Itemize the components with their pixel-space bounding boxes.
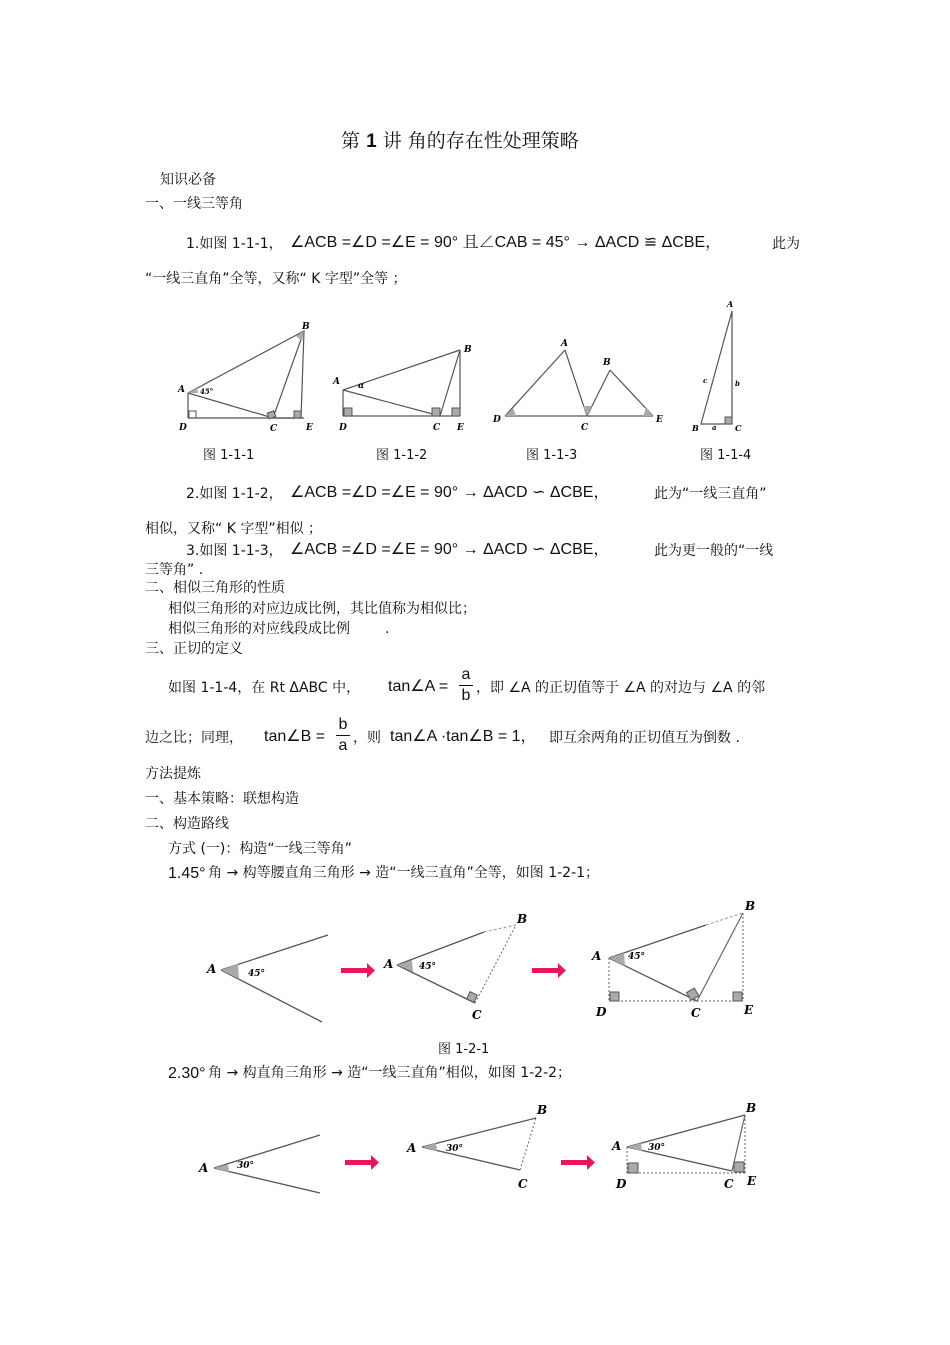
svg-text:C: C: [270, 424, 278, 434]
p1-tail: 此为: [772, 236, 800, 252]
tan-mid-1: ，即 ∠A 的正切值等于 ∠A 的对边与 ∠A 的邻: [476, 680, 766, 696]
p1-lead: 1.如图 1-1-1，: [186, 236, 283, 252]
svg-text:D: D: [596, 1005, 607, 1019]
p3-line2: 三等角” .: [145, 562, 204, 578]
method-heading: 方法提炼: [145, 766, 201, 782]
svg-text:A: A: [407, 1141, 417, 1155]
fig-1-2-2-stage-2: [406, 1103, 547, 1191]
tan-b-expr: tan∠B =: [264, 728, 326, 745]
svg-text:E: E: [744, 1003, 754, 1017]
svg-text:A: A: [561, 339, 568, 349]
section-knowledge: 知识必备: [160, 172, 216, 188]
fig-1-2-2-stage-1: [198, 1135, 320, 1193]
svg-text:C: C: [691, 1006, 701, 1020]
tan-a-expr: tan∠A =: [388, 678, 449, 695]
svg-text:B: B: [537, 1103, 548, 1117]
svg-text:30°: 30°: [446, 1144, 464, 1154]
svg-text:E: E: [747, 1174, 757, 1188]
method-2: 二、构造路线: [145, 816, 229, 832]
svg-text:B: B: [603, 358, 611, 368]
svg-text:B: B: [746, 1101, 757, 1115]
way-1: 方式 (一)：构造“一线三等角”: [168, 841, 352, 857]
svg-text:A: A: [178, 385, 185, 395]
p2-math: ∠ACB =∠D =∠E = 90° → ΔACD ∽ ΔCBE，: [290, 484, 610, 501]
svg-text:C: C: [735, 423, 742, 433]
svg-text:E: E: [656, 415, 663, 425]
caption-fig-1-1-1: 图 1-1-1: [203, 448, 255, 463]
section-3-heading: 三、正切的定义: [145, 641, 243, 657]
fig-1-2-2-stage-3: [611, 1101, 757, 1191]
svg-text:C: C: [581, 423, 589, 433]
svg-text:45°: 45°: [200, 387, 214, 396]
svg-text:C: C: [433, 423, 441, 433]
svg-text:B: B: [745, 899, 756, 913]
svg-text:a: a: [712, 423, 717, 432]
svg-text:45°: 45°: [628, 952, 646, 962]
p1-line2: “一线三直角”全等，又称“ K 字型”全等 ；: [145, 271, 407, 287]
p2-line2: 相似，又称“ K 字型”相似 ；: [145, 521, 323, 537]
step-1-num: 1.45°: [168, 865, 206, 882]
fraction-a-over-b: a b: [459, 667, 473, 704]
svg-text:30°: 30°: [237, 1161, 255, 1171]
arrow-3: [345, 1160, 371, 1165]
caption-fig-1-2-1: 图 1-2-1: [438, 1042, 490, 1057]
p3-math: ∠ACB =∠D =∠E = 90° → ΔACD ∽ ΔCBE，: [290, 541, 610, 558]
p2-tail: 此为“一线三直角”: [654, 486, 767, 502]
p3-lead: 3.如图 1-1-3，: [186, 543, 283, 559]
section-2-line-2: 相似三角形的对应线段成比例: [168, 621, 350, 637]
svg-text:B: B: [302, 322, 310, 332]
svg-text:D: D: [339, 423, 347, 433]
svg-text:45°: 45°: [248, 969, 266, 979]
fraction-b-over-a: b a: [336, 717, 350, 754]
svg-text:A: A: [199, 1161, 209, 1175]
svg-text:A: A: [727, 299, 734, 309]
svg-text:45°: 45°: [419, 962, 437, 972]
svg-text:B: B: [517, 912, 528, 926]
svg-text:E: E: [306, 423, 313, 433]
svg-text:A: A: [333, 377, 340, 387]
svg-text:30°: 30°: [648, 1143, 666, 1153]
tan-lead: 如图 1-1-4，在 Rt ΔABC 中，: [168, 680, 361, 696]
section-2-line-1: 相似三角形的对应边成比例，其比值称为相似比；: [168, 601, 476, 617]
p2-lead: 2.如图 1-1-2，: [186, 486, 283, 502]
tan-mid-2: ，则: [353, 730, 381, 746]
svg-text:E: E: [457, 423, 464, 433]
step-2-text: 角 → 构直角三角形 → 造“一线三直角”相似，如图 1-2-2；: [208, 1065, 572, 1081]
step-2-num: 2.30°: [168, 1065, 206, 1082]
method-1: 一、基本策略：联想构造: [145, 791, 299, 807]
svg-text:D: D: [179, 423, 187, 433]
svg-text:α: α: [358, 380, 365, 390]
tan-line2-lead: 边之比；同理，: [145, 730, 243, 746]
svg-text:A: A: [612, 1139, 622, 1153]
svg-text:A: A: [384, 957, 394, 971]
svg-text:C: C: [472, 1008, 482, 1022]
svg-text:D: D: [493, 415, 501, 425]
svg-text:C: C: [724, 1177, 734, 1191]
p3-tail: 此为更一般的“一线: [654, 543, 774, 559]
svg-text:C: C: [518, 1177, 528, 1191]
page-title: 第 1 讲 角的存在性处理策略: [341, 130, 579, 152]
svg-text:D: D: [616, 1177, 627, 1191]
caption-fig-1-1-3: 图 1-1-3: [526, 448, 578, 463]
svg-text:c: c: [703, 376, 708, 385]
svg-text:B: B: [692, 423, 699, 433]
tan-product: tan∠A ·tan∠B = 1，: [390, 728, 537, 745]
step-1-text: 角 → 构等腰直角三角形 → 造“一线三直角”全等，如图 1-2-1；: [208, 865, 600, 881]
caption-fig-1-1-2: 图 1-1-2: [376, 448, 428, 463]
svg-text:A: A: [207, 962, 217, 976]
svg-text:b: b: [735, 379, 740, 388]
section-1-heading: 一、一线三等角: [145, 196, 243, 212]
section-2-heading: 二、相似三角形的性质: [145, 580, 285, 596]
p1-math: ∠ACB =∠D =∠E = 90° 且∠CAB = 45° → ΔACD ≌ ΔCBE，: [290, 234, 722, 251]
caption-fig-1-1-4: 图 1-1-4: [700, 448, 752, 463]
svg-text:B: B: [464, 345, 472, 355]
tan-end: 即互余两角的正切值互为倒数 .: [549, 730, 740, 746]
svg-text:A: A: [592, 949, 602, 963]
arrow-4: [561, 1160, 587, 1165]
